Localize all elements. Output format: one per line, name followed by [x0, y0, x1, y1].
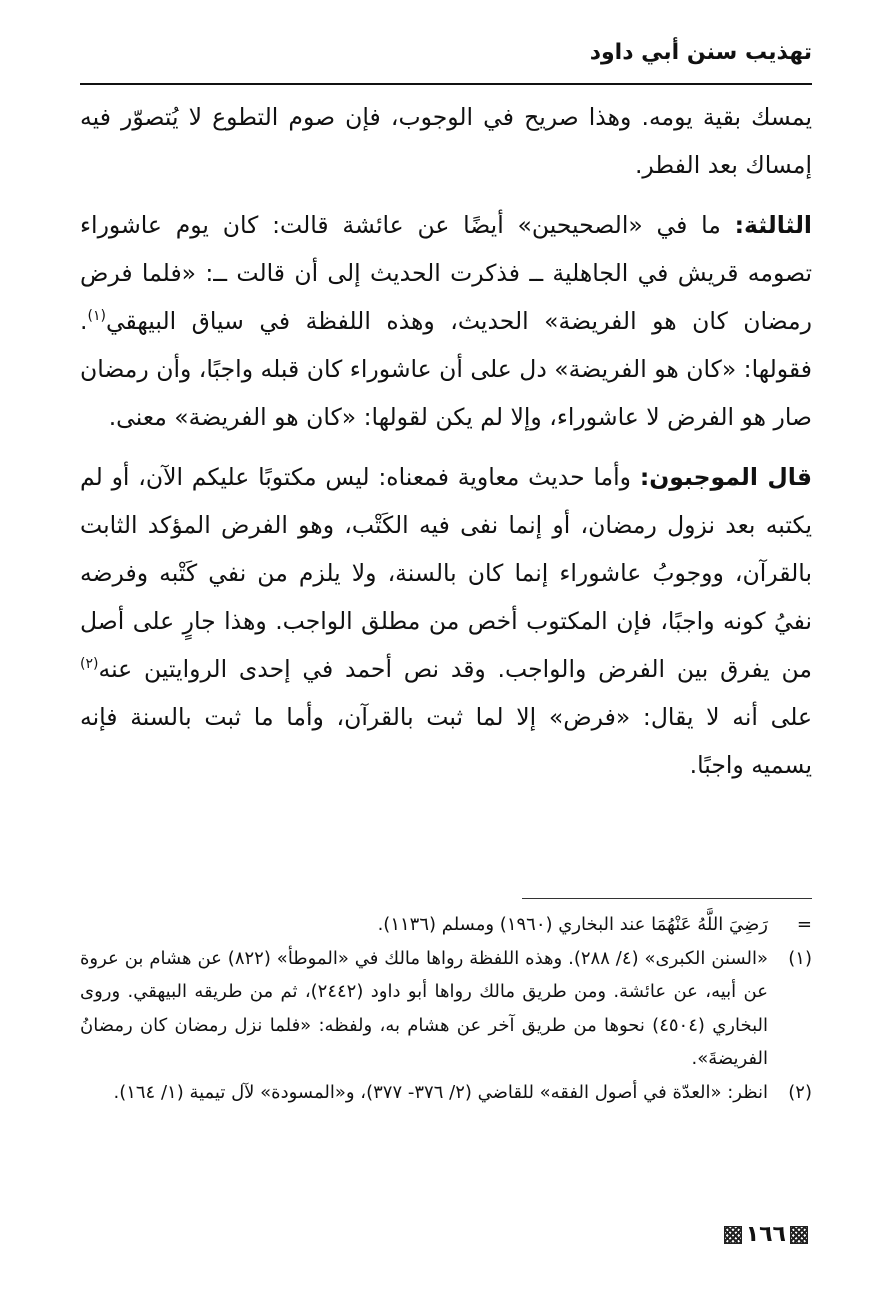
footnotes: [80, 908, 812, 1109]
footnote-text: انظر: «العدّة في أصول الفقه» للقاضي (٢/ ٣٧٦- ٣٧٧)، و«المسودة» لآل تيمية (١/ ١٦٤).: [113, 1081, 768, 1103]
paragraph-2-text-b: . فقولها: «كان هو الفريضة» دل على أن عاشوراء كان قبله واجبًا، وأن رمضان صار هو الفرض لا عاشوراء، وإلا لم يكن لقولها: «كان هو الفريضة» معنى.: [80, 307, 812, 431]
main-text: [80, 93, 812, 789]
running-header-title: تهذيب سنن أبي داود: [589, 40, 812, 65]
paragraph-3: [80, 453, 812, 789]
ornament-icon: [790, 1226, 808, 1244]
paragraph-1-text: يمسك بقية يومه. وهذا صريح في الوجوب، فإن صوم التطوع لا يُتصوّر فيه إمساك بعد الفطر.: [80, 103, 812, 179]
paragraph-3-text-a: وأما حديث معاوية فمعناه: ليس مكتوبًا عليكم الآن، أو لم يكتبه بعد نزول رمضان، أو إنما نفى فيه الكَتْب، وهو الفرض المؤكد الثابت بالقرآن، ووجوبُ عاشوراء إنما كان بالسنة، ولا يلزم من نفي كَتْبه وفرضه نفيُ كونه واجبًا، فإن المكتوب أخص من مطلق الواجب. وهذا جارٍ على أصل من يفرق بين الفرض والواجب. وقد نص أحمد في إحدى الروايتين عنه: [80, 463, 812, 683]
footnote-2: [80, 1076, 812, 1110]
footnote-ref-2[interactable]: (٢): [80, 656, 99, 673]
ornament-icon: [724, 1226, 742, 1244]
paragraph-3-text-b: على أنه لا يقال: «فرض» إلا لما ثبت بالقرآن، وأما ما ثبت بالسنة فإنه يسميه واجبًا.: [80, 703, 812, 779]
paragraph-2-text-a: ما في «الصحيحين» أيضًا عن عائشة قالت: كان يوم عاشوراء تصومه قريش في الجاهلية ــ فذكرت الحديث إلى أن قالت ــ: «فلما فرض رمضان كان هو الفريضة» الحديث، وهذه اللفظة في سياق البيهقي: [80, 211, 812, 335]
page-number: [720, 1222, 812, 1247]
page-number-text: ١٦٦: [745, 1222, 786, 1247]
footnote-1: [80, 942, 812, 1076]
footnote-text: رَضِيَ اللَّهُ عَنْهُمَا عند البخاري (١٩٦٠) ومسلم (١١٣٦).: [377, 914, 768, 935]
footnote-mark: (١): [788, 947, 812, 969]
footnote-ref-1[interactable]: (١): [87, 308, 106, 325]
footnote-separator: [522, 898, 812, 899]
header-rule: [80, 83, 812, 85]
footnote-continuation: [80, 908, 812, 942]
paragraph-2: [80, 201, 812, 441]
paragraph-1: [80, 93, 812, 189]
footnote-mark: =: [796, 914, 812, 935]
footnote-mark: (٢): [788, 1081, 812, 1103]
footnote-text: «السنن الكبرى» (٤/ ٢٨٨). وهذه اللفظة رواها مالك في «الموطأ» (٨٢٢) عن هشام بن عروة عن أبيه، عن عائشة. ومن طريق مالك رواها أبو داود (٢٤٤٢)، ثم من طريقه البيهقي. وروى البخاري (٤٥٠٤) نحوها من طريق آخر عن هشام به، ولفظه: «فلما نزل رمضان كان رمضانُ الفريضةَ».: [80, 947, 769, 1069]
paragraph-3-lead: قال الموجبون:: [639, 463, 812, 491]
paragraph-2-lead: الثالثة:: [734, 211, 812, 239]
